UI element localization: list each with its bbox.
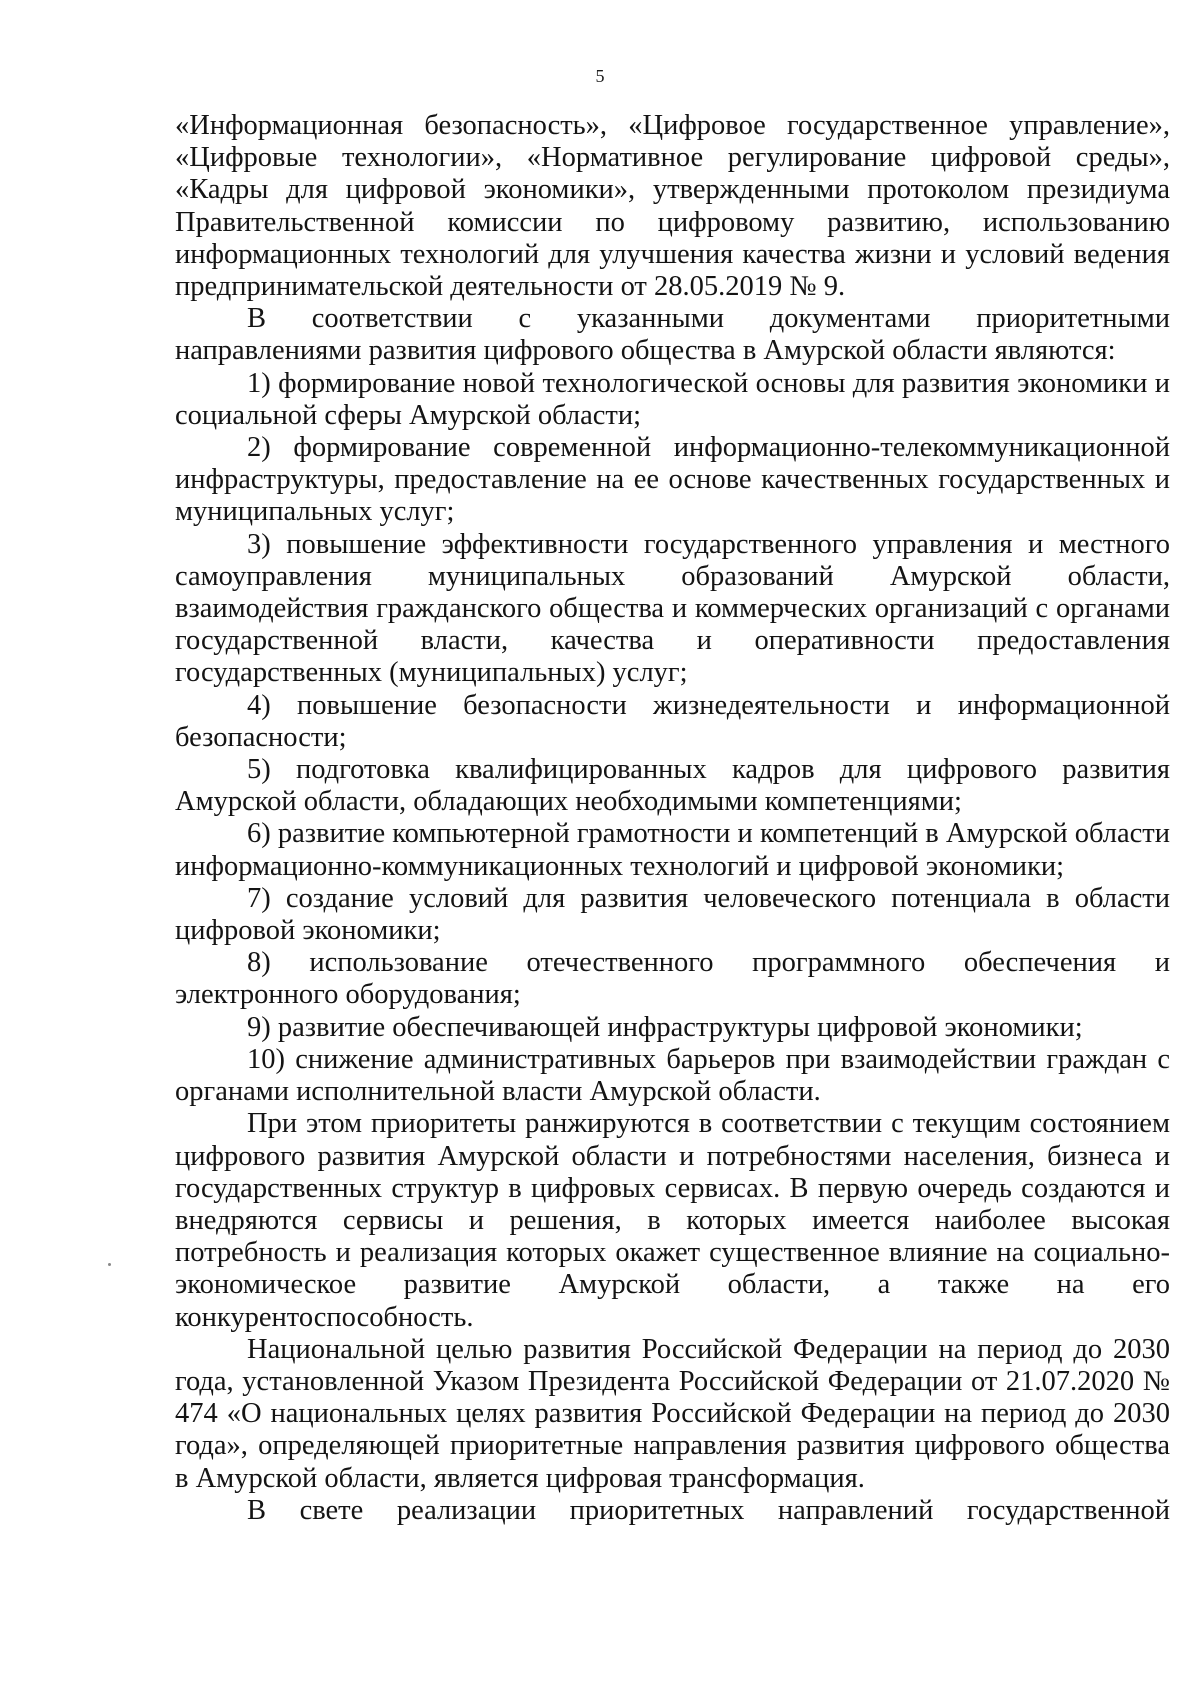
list-item-3: 3) повышение эффективности государственного управления и местного самоуправления муниципальных образований Амурской области, взаимодействия гражданского общества и коммерческих организаций с органами государственной власти, качества и оперативности предоставления государственных (муниципальных) услуг; xyxy=(175,528,1170,689)
document-body xyxy=(175,110,1170,1527)
list-item-2: 2) формирование современной информационно-телекоммуникационной инфраструктуры, предоставление на ее основе качественных государственных и муниципальных услуг; xyxy=(175,432,1170,528)
scan-speck xyxy=(108,1263,111,1266)
paragraph-national-goal: Национальной целью развития Российской Федерации на период до 2030 года, установленной Указом Президента Российской Федерации от 21.07.2020 № 474 «О национальных целях развития Российской Федерации на период до 2030 года», определяющей приоритетные направления развития цифрового общества в Амурской области, является цифровая трансформация. xyxy=(175,1333,1170,1494)
paragraph-continuation: «Информационная безопасность», «Цифровое государственное управление», «Цифровые технологии», «Нормативное регулирование цифровой среды», «Кадры для цифровой экономики», утвержденными протоколом президиума Правительственной комиссии по цифровому развитию, использованию информационных технологий для улучшения качества жизни и условий ведения предпринимательской деятельности от 28.05.2019 № 9. xyxy=(175,110,1170,303)
paragraph-ranking: При этом приоритеты ранжируются в соответствии с текущим состоянием цифрового развития Амурской области и потребностями населения, бизнеса и государственных структур в цифровых сервисах. В первую очередь создаются и внедряются сервисы и решения, в которых имеется наиболее высокая потребность и реализация которых окажет существенное влияние на социально-экономическое развитие Амурской области, а также на его конкурентоспособность. xyxy=(175,1108,1170,1333)
list-item-5: 5) подготовка квалифицированных кадров для цифрового развития Амурской области, обладающих необходимыми компетенциями; xyxy=(175,754,1170,818)
list-item-6: 6) развитие компьютерной грамотности и компетенций в Амурской области информационно-коммуникационных технологий и цифровой экономики; xyxy=(175,818,1170,882)
list-item-10: 10) снижение административных барьеров при взаимодействии граждан с органами исполнительной власти Амурской области. xyxy=(175,1043,1170,1108)
paragraph-priorities-intro: В соответствии с указанными документами приоритетными направлениями развития цифрового общества в Амурской области являются: xyxy=(175,303,1170,367)
list-item-7: 7) создание условий для развития человеческого потенциала в области цифровой экономики; xyxy=(175,882,1170,947)
list-item-1: 1) формирование новой технологической основы для развития экономики и социальной сферы Амурской области; xyxy=(175,367,1170,431)
list-item-4: 4) повышение безопасности жизнедеятельности и информационной безопасности; xyxy=(175,689,1170,753)
page-number: 5 xyxy=(595,66,605,86)
list-item-9: 9) развитие обеспечивающей инфраструктуры цифровой экономики; xyxy=(247,1011,1083,1043)
list-item-8: 8) использование отечественного программного обеспечения и электронного оборудования; xyxy=(175,947,1170,1011)
paragraph-continued: В свете реализации приоритетных направлений государственной xyxy=(247,1494,1170,1526)
